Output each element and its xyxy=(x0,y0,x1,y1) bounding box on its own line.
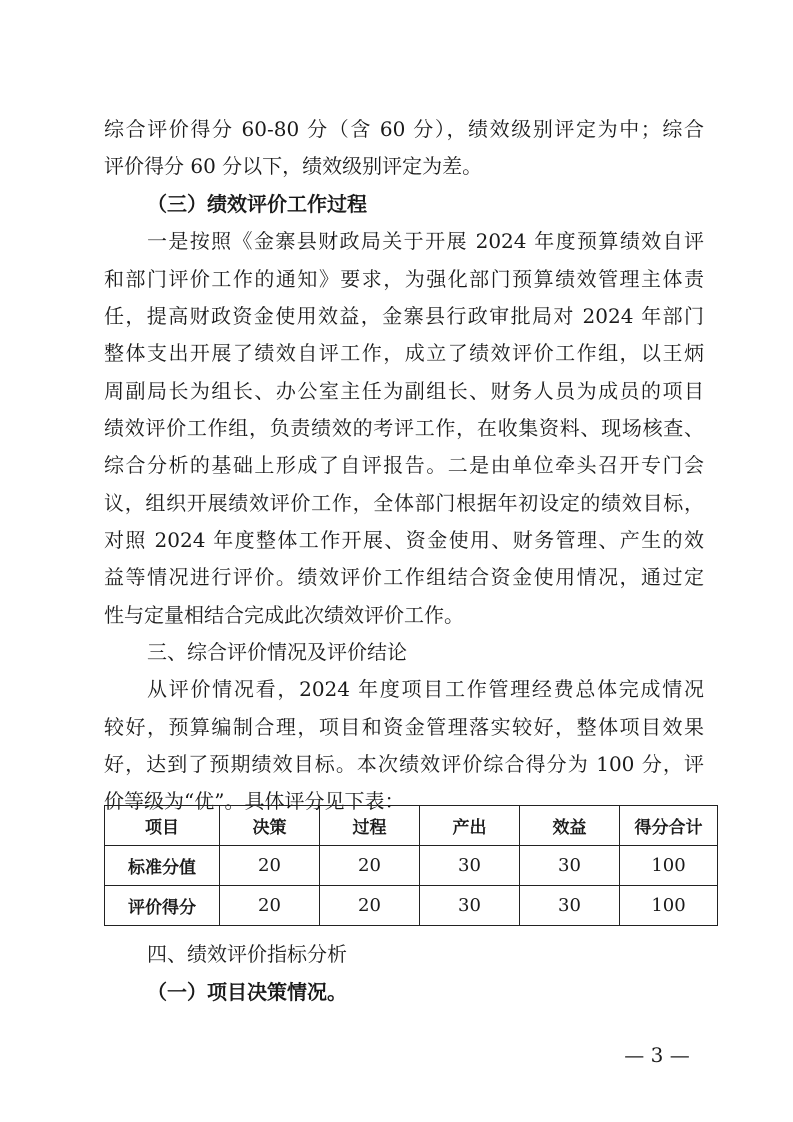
body-line-19: 价等级为“优”。具体评分见下表： xyxy=(104,789,405,813)
table-header-cell: 产出 xyxy=(420,806,520,846)
table-cell: 100 xyxy=(620,886,718,926)
body-line-14: 性与定量相结合完成此次绩效评价工作。 xyxy=(104,603,464,627)
score-table xyxy=(104,805,718,926)
body-line-2: 评价得分 60 分以下，绩效级别评定为差。 xyxy=(104,154,483,178)
section-heading-three: 三、综合评价情况及评价结论 xyxy=(147,640,407,664)
body-line-4: 一是按照《金寨县财政局关于开展 2024 年度预算绩效自评 xyxy=(147,229,704,253)
table-cell: 20 xyxy=(320,846,420,886)
row-label: 标准分值 xyxy=(105,846,220,886)
body-line-11: 议，组织开展绩效评价工作，全体部门根据年初设定的绩效目标， xyxy=(104,491,704,515)
table-cell: 100 xyxy=(620,846,718,886)
table-cell: 20 xyxy=(220,846,320,886)
body-line-12: 对照 2024 年度整体工作开展、资金使用、财务管理、产生的效 xyxy=(104,528,704,552)
table-header-row xyxy=(105,806,718,846)
row-label: 评价得分 xyxy=(105,886,220,926)
table-cell: 30 xyxy=(520,886,620,926)
body-line-5: 和部门评价工作的通知》要求，为强化部门预算绩效管理主体责 xyxy=(104,267,704,291)
page-number: — 3 — xyxy=(624,1043,690,1067)
subsection-heading-one: （一）项目决策情况。 xyxy=(147,980,347,1004)
table-row-standard xyxy=(105,846,718,886)
body-line-8: 周副局长为组长、办公室主任为副组长、财务人员为成员的项目 xyxy=(104,379,704,403)
table-cell: 20 xyxy=(220,886,320,926)
table-cell: 30 xyxy=(420,886,520,926)
table-header-cell: 项目 xyxy=(105,806,220,846)
section-heading-3: （三）绩效评价工作过程 xyxy=(147,192,367,216)
table-header-cell: 得分合计 xyxy=(620,806,718,846)
body-line-9: 绩效评价工作组，负责绩效的考评工作，在收集资料、现场核查、 xyxy=(104,416,704,440)
table-header-cell: 决策 xyxy=(220,806,320,846)
body-line-13: 益等情况进行评价。绩效评价工作组结合资金使用情况，通过定 xyxy=(104,565,704,589)
section-heading-four: 四、绩效评价指标分析 xyxy=(147,942,347,966)
table-row-score xyxy=(105,886,718,926)
table-cell: 20 xyxy=(320,886,420,926)
body-line-10: 综合分析的基础上形成了自评报告。二是由单位牵头召开专门会 xyxy=(104,453,704,477)
body-line-6: 任，提高财政资金使用效益，金寨县行政审批局对 2024 年部门 xyxy=(104,304,704,328)
body-line-7: 整体支出开展了绩效自评工作，成立了绩效评价工作组，以王炳 xyxy=(104,341,704,365)
body-line-18: 好，达到了预期绩效目标。本次绩效评价综合得分为 100 分，评 xyxy=(104,752,704,776)
body-line-17: 较好，预算编制合理，项目和资金管理落实较好，整体项目效果 xyxy=(104,715,704,739)
table-cell: 30 xyxy=(420,846,520,886)
body-line-1: 综合评价得分 60-80 分（含 60 分），绩效级别评定为中；综合 xyxy=(104,117,704,141)
body-line-16: 从评价情况看，2024 年度项目工作管理经费总体完成情况 xyxy=(147,677,704,701)
table-header-cell: 过程 xyxy=(320,806,420,846)
table-cell: 30 xyxy=(520,846,620,886)
table-header-cell: 效益 xyxy=(520,806,620,846)
